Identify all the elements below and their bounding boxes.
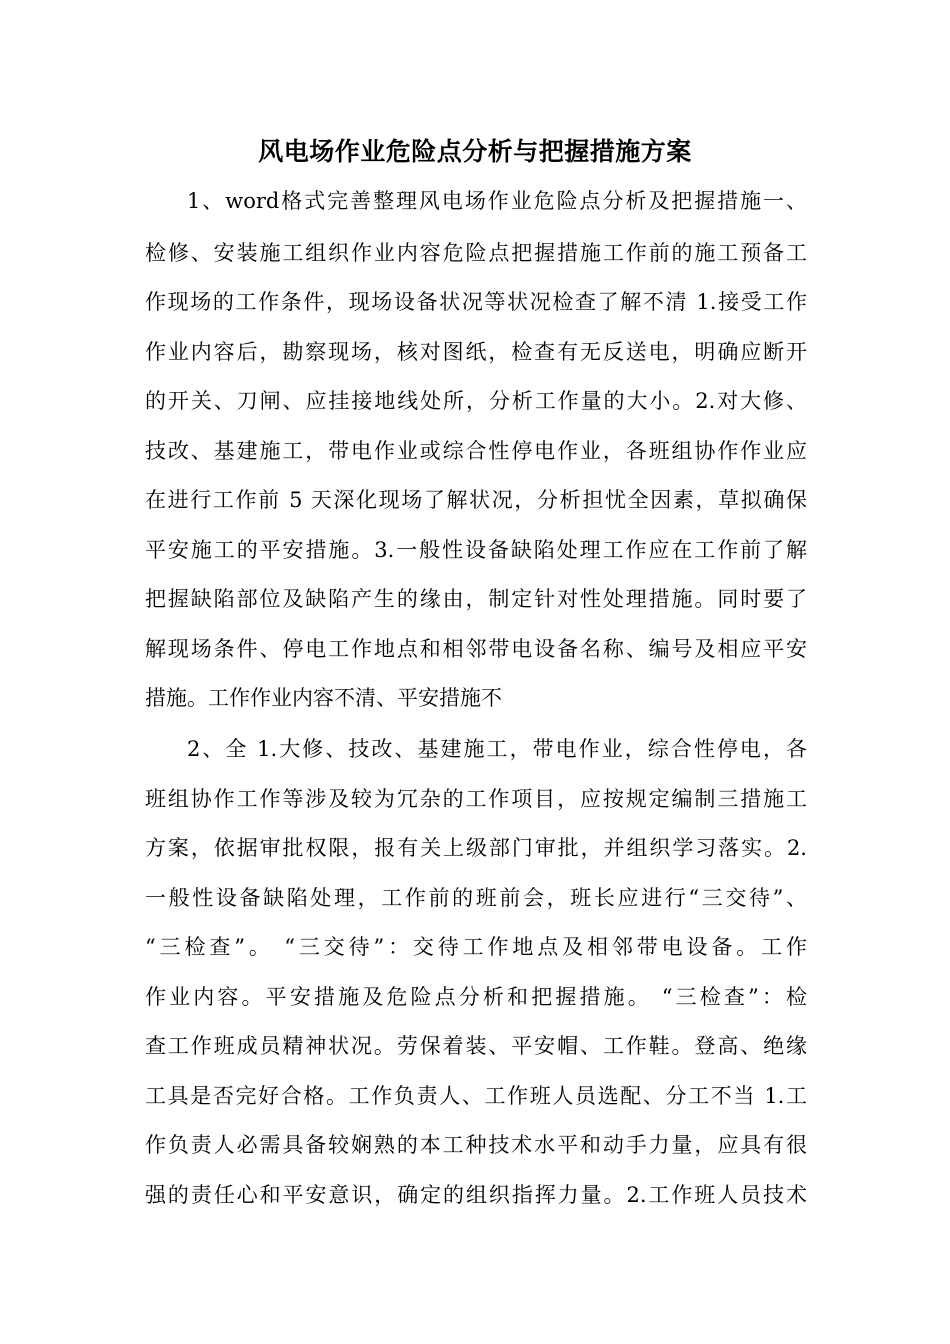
- paragraph-line: 解现场条件、停电工作地点和相邻带电设备名称、编号及相应平安: [145, 637, 807, 661]
- paragraph-line: 方案，依据审批权限，报有关上级部门审批，并组织学习落实。2.: [145, 836, 807, 860]
- paragraph-line: 查工作班成员精神状况。劳保着装、平安帽、工作鞋。登高、绝缘: [145, 1034, 807, 1058]
- paragraph-line: “三检查”。 “三交待”：交待工作地点及相邻带电设备。工作: [145, 935, 807, 959]
- paragraph-line: 措施。工作作业内容不清、平安措施不: [145, 686, 502, 710]
- paragraph-line: 平安施工的平安措施。3.一般性设备缺陷处理工作应在工作前了解: [145, 538, 807, 562]
- paragraph-line: 1、word格式完善整理风电场作业危险点分析及把握措施一、: [187, 189, 807, 213]
- paragraph-line: 班组协作工作等涉及较为冗杂的工作项目，应按规定编制三措施工: [145, 787, 807, 811]
- paragraph-line: 作负责人必需具备较娴熟的本工种技术水平和动手力量，应具有很: [145, 1133, 807, 1157]
- paragraph-line: 在进行工作前 5 天深化现场了解状况，分析担忧全因素，草拟确保: [145, 488, 807, 512]
- paragraph-line: 把握缺陷部位及缺陷产生的缘由，制定针对性处理措施。同时要了: [145, 587, 807, 611]
- paragraph-line: 工具是否完好合格。工作负责人、工作班人员选配、分工不当 1.工: [145, 1084, 807, 1108]
- paragraph-line: 作业内容后，勘察现场，核对图纸，检查有无反送电，明确应断开: [145, 340, 807, 364]
- paragraph-line: 检修、安装施工组织作业内容危险点把握措施工作前的施工预备工: [145, 241, 807, 265]
- paragraph-line: 一般性设备缺陷处理，工作前的班前会，班长应进行“三交待”、: [145, 886, 807, 910]
- paragraph-line: 的开关、刀闸、应挂接地线处所，分析工作量的大小。2.对大修、: [145, 389, 807, 413]
- paragraph-line: 作现场的工作条件，现场设备状况等状况检查了解不清 1.接受工作: [145, 290, 807, 314]
- paragraph-line: 作业内容。平安措施及危险点分析和把握措施。 “三检查”：检: [145, 985, 807, 1009]
- paragraph-line: 强的责任心和平安意识，确定的组织指挥力量。2.工作班人员技术: [145, 1183, 807, 1207]
- paragraph-line: 2、全 1.大修、技改、基建施工，带电作业，综合性停电，各: [187, 737, 807, 761]
- document-title: 风电场作业危险点分析与把握措施方案: [258, 137, 692, 166]
- paragraph-line: 技改、基建施工，带电作业或综合性停电作业，各班组协作作业应: [145, 439, 807, 463]
